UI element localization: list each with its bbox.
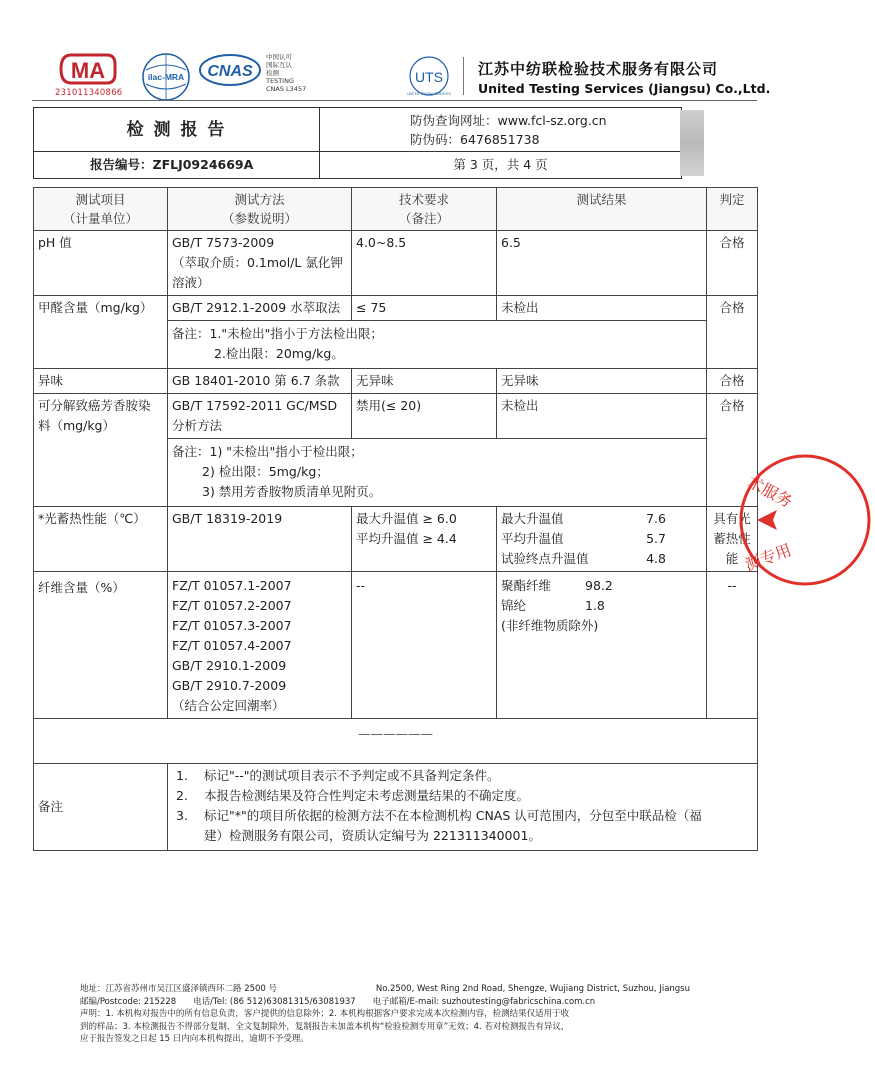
- result-cell: 未检出: [497, 394, 707, 439]
- cnas-text: CNAS: [207, 63, 253, 80]
- cnas-caption: [266, 53, 306, 93]
- verify-label: 防伪查询网址：: [410, 113, 498, 128]
- method-cell: GB/T 7573-2009 （萃取介质：0.1mol/L 氯化钾 溶液）: [168, 231, 352, 296]
- cnas-line: 国际互认: [266, 61, 292, 69]
- report-number-label: 报告编号：: [90, 157, 153, 172]
- company-name-zh: 江苏中纺联检验技术服务有限公司: [478, 60, 719, 78]
- method-cell: FZ/T 01057.1-2007 FZ/T 01057.2-2007 FZ/T 01057.3-2007 FZ/T 01057.4-2007 GB/T 2910.1-2009 GB/T 2910.7-2009 （结合公定回潮率）: [168, 572, 352, 719]
- method-cell: GB/T 2912.1-2009 水萃取法: [168, 296, 352, 321]
- cma-logo: [57, 52, 119, 86]
- ma-text: MA: [70, 58, 106, 83]
- requirement-cell: 禁用(≤ 20): [352, 394, 497, 439]
- footer-declaration: 到的样品；3. 本检测报告不得部分复制，全文复制除外，复制报告未加盖本机构“检验检测专用章”无效；4. 若对检测报告有异议，: [80, 1021, 570, 1032]
- result-cell: 最大升温值 7.6 平均升温值 5.7 试验终点升温值 4.8: [497, 507, 707, 572]
- result-cell: 聚酯纤维 98.2 锦纶 1.8 (非纤维物质除外): [497, 572, 707, 719]
- result-cell: 无异味: [497, 369, 707, 394]
- footer: [80, 983, 690, 1046]
- verdict-cell: 具有光 蓄热性 能: [707, 507, 758, 572]
- item-cell: 异味: [34, 369, 168, 394]
- separator-row: [34, 719, 758, 764]
- requirement-cell: 无异味: [352, 369, 497, 394]
- logo-divider: [463, 57, 464, 95]
- verify-url[interactable]: www.fcl-sz.org.cn: [497, 113, 607, 128]
- redacted-area: [680, 110, 704, 176]
- item-cell: pH 值: [34, 231, 168, 296]
- requirement-cell: ≤ 75: [352, 296, 497, 321]
- report-number: ZFLJ0924669A: [152, 157, 254, 172]
- uts-logo: [406, 55, 452, 101]
- footer-declaration: 应于报告签发之日起 15 日内向本机构提出，逾期不予受理。: [80, 1034, 309, 1045]
- cnas-logo: [198, 53, 263, 87]
- stamp-text: 术服务: [744, 472, 796, 512]
- company-name-en: United Testing Services (Jiangsu) Co.,Ltd.: [478, 81, 771, 96]
- cnas-line: 检测: [266, 69, 279, 77]
- cnas-line: CNAS L3457: [266, 85, 307, 93]
- table-row: [34, 231, 758, 296]
- verdict-cell: 合格: [707, 369, 758, 394]
- item-cell: 甲醛含量（mg/kg）: [34, 296, 168, 369]
- header-rule: [32, 100, 757, 101]
- verdict-cell: 合格: [707, 231, 758, 296]
- footer-address-zh: 地址：江苏省苏州市吴江区盛泽镇西环二路 2500 号: [80, 984, 278, 994]
- method-cell: GB/T 17592-2011 GC/MSD 分析方法: [168, 394, 352, 439]
- ilac-mra-logo: [141, 52, 191, 102]
- cnas-line: 中国认可: [266, 53, 292, 61]
- table-row: [34, 369, 758, 394]
- requirement-cell: 4.0~8.5: [352, 231, 497, 296]
- stamp-text-2: 测专用: [742, 540, 794, 575]
- table-row: [34, 296, 758, 321]
- separator: ——————: [34, 719, 758, 764]
- verdict-cell: 合格: [707, 296, 758, 369]
- report-title: 检 测 报 告: [34, 108, 320, 152]
- col-header-requirement: 技术要求 （备注）: [352, 188, 497, 231]
- page-info: 第 3 页，共 4 页: [453, 157, 548, 172]
- col-header-result: 测试结果: [497, 188, 707, 231]
- verdict-cell: --: [707, 572, 758, 719]
- remarks-label: 备注: [34, 764, 168, 851]
- table-row: [34, 572, 758, 719]
- footer-address-en: No.2500, West Ring 2nd Road, Shengze, Wujiang District, Suzhou, Jiangsu: [375, 984, 690, 994]
- ma-number: 231011340866: [55, 88, 123, 98]
- method-cell: GB 18401-2010 第 6.7 条款: [168, 369, 352, 394]
- col-header-verdict: 判定: [707, 188, 758, 231]
- table-row: [34, 394, 758, 439]
- result-cell: 6.5: [497, 231, 707, 296]
- remarks-cell: 1. 标记"--"的测试项目表示不予判定或不具备判定条件。 2. 本报告检测结果及符合性判定未考虑测量结果的不确定度。 3. 标记"*"的项目所依据的检测方法不在本检测机构 CNAS 认可范围内，分包至中联品检（福 建）检测服务有限公司，资质认定编号为 221311340001。: [168, 764, 758, 851]
- footer-declaration: 声明：1. 本机构对报告中的所有信息负责，客户提供的信息除外；2. 本机构根据客户要求完成本次检测内容，检测结果仅适用于收: [80, 1009, 570, 1020]
- table-header-row: [34, 188, 758, 231]
- item-cell: 纤维含量（%）: [34, 572, 168, 719]
- seal-stamp: [735, 450, 875, 590]
- footer-contact: 邮编/Postcode: 215228 电话/Tel: (86 512)63081315/63081937 电子邮箱/E-mail: suzhoutesting@fabricschina.com.cn: [80, 996, 596, 1007]
- remarks-row: [34, 764, 758, 851]
- report-header: [33, 107, 682, 179]
- uts-text: UTS: [415, 69, 443, 85]
- item-cell: 可分解致癌芳香胺染 料（mg/kg）: [34, 394, 168, 507]
- verify-block: [320, 108, 681, 152]
- anti-fake-code: 6476851738: [460, 132, 540, 147]
- col-header-method: 测试方法 （参数说明）: [168, 188, 352, 231]
- cnas-line: TESTING: [266, 77, 294, 85]
- col-header-item: 测试项目 （计量单位）: [34, 188, 168, 231]
- table-row: [34, 507, 758, 572]
- note-cell: 备注：1) "未检出"指小于检出限； 2) 检出限：5mg/kg； 3) 禁用芳香胺物质清单见附页。: [168, 439, 707, 507]
- result-cell: 未检出: [497, 296, 707, 321]
- results-table: [33, 187, 758, 851]
- method-cell: GB/T 18319-2019: [168, 507, 352, 572]
- ilac-text: ilac-MRA: [147, 72, 185, 82]
- item-cell: *光蓄热性能（℃）: [34, 507, 168, 572]
- verdict-cell: 合格: [707, 394, 758, 507]
- report-number-cell: [34, 152, 320, 178]
- requirement-cell: 最大升温值 ≥ 6.0 平均升温值 ≥ 4.4: [352, 507, 497, 572]
- requirement-cell: --: [352, 572, 497, 719]
- uts-sub: UNITED TESTING SERVICES: [407, 92, 451, 96]
- note-cell: 备注：1."未检出"指小于方法检出限； 2.检出限：20mg/kg。: [168, 321, 707, 369]
- code-label: 防伪码：: [410, 132, 461, 147]
